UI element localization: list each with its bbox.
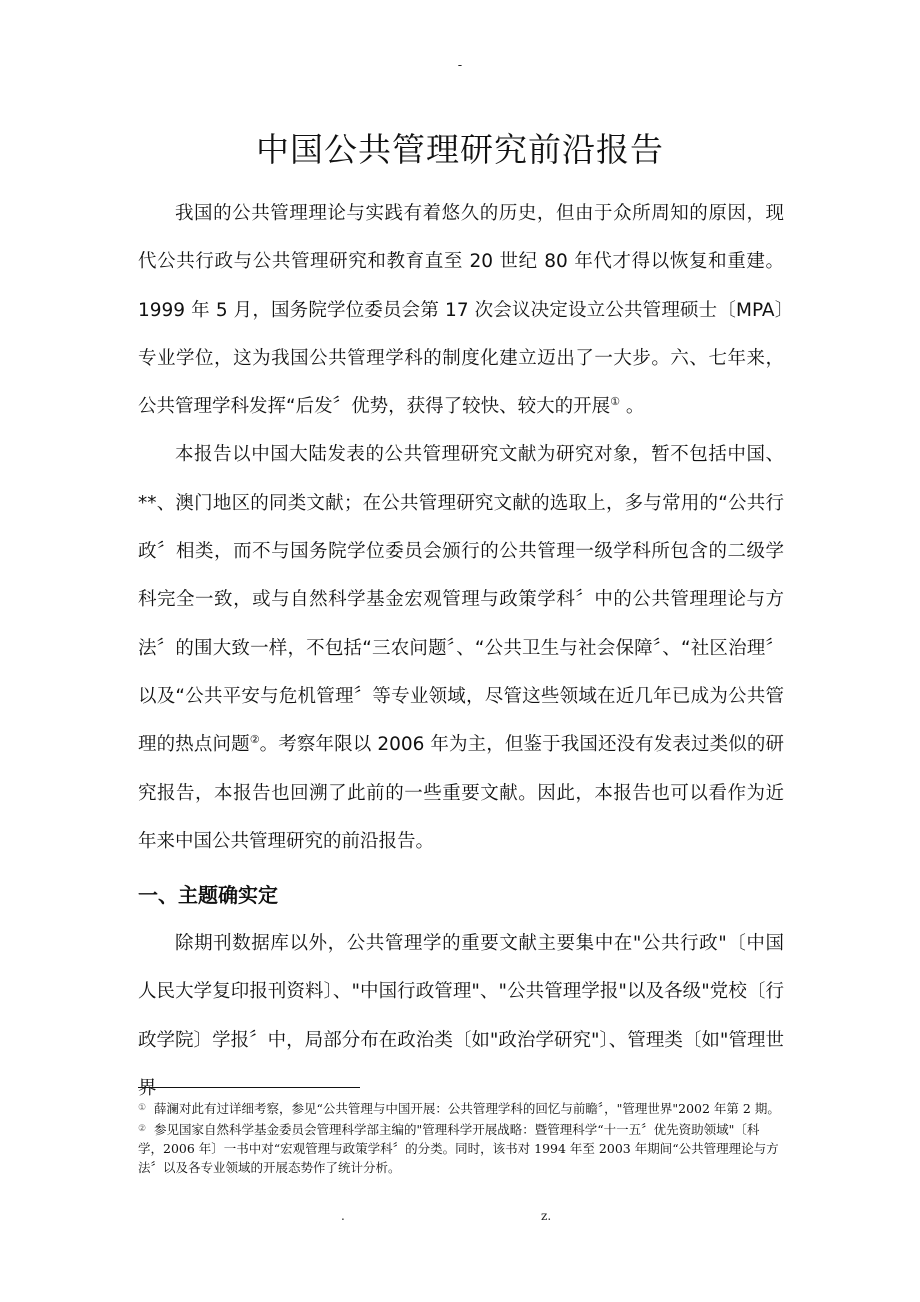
intro-paragraph-tail: 。: [619, 396, 645, 418]
footnote-divider: [138, 1087, 360, 1088]
intro-paragraph-text: 我国的公共管理理论与实践有着悠久的历史，但由于众所周知的原因，现代公共行政与公共管理研究和教育直至 20 世纪 80 年代才得以恢复和重建。1999 年 5 月，国务院学位委员会第 17 次会议决定设立公共管理硕士〔MPA〕专业学位，这为我国公共管理学科的制度化建立迈出了一大步。六、七年来，公共管理学科发挥“后发〞优势，获得了较快、较大的开展: [138, 203, 784, 418]
page-header-mark: -: [457, 58, 463, 73]
footnote-2: [138, 1120, 784, 1177]
section1-paragraph: 除期刊数据库以外，公共管理学的重要文献主要集中在"公共行政"〔中国人民大学复印报刊资料〕、"中国行政管理"、"公共管理学报"以及各级"党校〔行政学院〕学报〞中，局部分布在政治类〔如"政治学研究"〕、管理类〔如"管理世界: [138, 933, 784, 1100]
footnote-2-text: 参见国家自然科学基金委员会管理科学部主编的"管理科学开展战略：暨管理科学“十一五〞优先资助领域"〔科学，2006 年〕一书中对“宏观管理与政策学科〞的分类。同时，该书对 1994 年至 2003 年期间“公共管理理论与方法〞以及各专业领域的开展态势作了统计分析。: [138, 1122, 779, 1175]
footnote-1: [138, 1099, 784, 1118]
scope-paragraph-text: 本报告以中国大陆发表的公共管理研究文献为研究对象，暂不包括中国、**、澳门地区的同类文献；在公共管理研究文献的选取上，多与常用的“公共行政〞相类，而不与国务院学位委员会颁行的公共管理一级学科所包含的二级学科完全一致，或与自然科学基金宏观管理与政策学科〞中的公共管理理论与方法〞的围大致一样，不包括“三农问题〞、“公共卫生与社会保障〞、“社区治理〞以及“公共平安与危机管理〞等专业领域，尽管这些领域在近几年已成为公共管理的热点问题: [138, 444, 784, 756]
scope-paragraph-tail: 。考察年限以 2006 年为主，但鉴于我国还没有发表过类似的研究报告，本报告也回溯了此前的一些重要文献。因此，本报告也可以看作为近年来中国公共管理研究的前沿报告。: [138, 734, 784, 852]
intro-paragraph: [138, 190, 784, 431]
footnote-ref-1[interactable]: ①: [610, 395, 620, 409]
section-heading-1: 一、主题确实定: [138, 883, 278, 908]
footnote-2-mark: ②: [138, 1124, 147, 1134]
footnote-1-mark: ①: [138, 1103, 147, 1113]
footnotes: [138, 1099, 784, 1179]
footnote-1-text: 薛澜对此有过详细考察，参见“公共管理与中国开展：公共管理学科的回忆与前瞻〞，"管理世界"2002 年第 2 期。: [154, 1101, 780, 1116]
footer-left-mark: .: [341, 1209, 345, 1223]
document-body: [138, 190, 784, 1113]
footnote-ref-2[interactable]: ②: [249, 733, 260, 747]
footer-right-mark: z.: [541, 1209, 552, 1223]
document-title: 中国公共管理研究前沿报告: [256, 130, 664, 169]
page-footer: [0, 1209, 920, 1229]
scope-paragraph: [138, 431, 784, 866]
